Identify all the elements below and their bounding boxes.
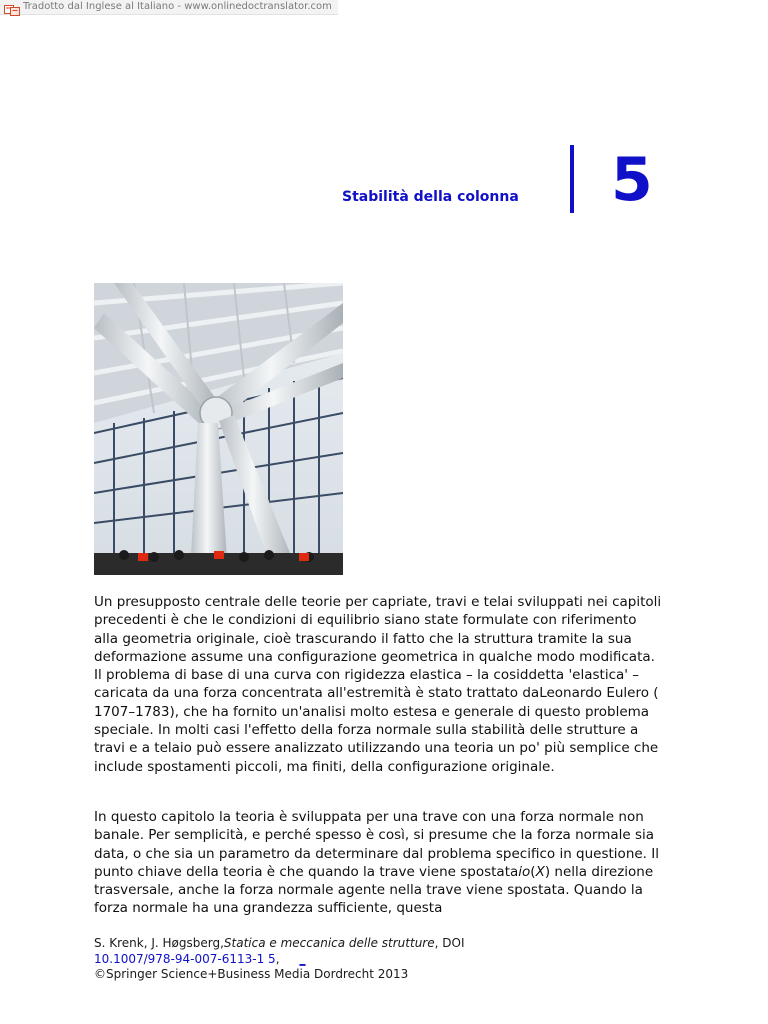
text-span: ) nella direzione bbox=[544, 863, 654, 880]
steel-column-structure-photo bbox=[94, 283, 343, 575]
paragraph-line: trasversale, anche la forza normale agente nella trave viene spostata. Quando la bbox=[94, 882, 643, 899]
chapter-number: 5 bbox=[611, 145, 653, 215]
citation-authors: S. Krenk, J. Høgsberg, bbox=[94, 936, 224, 950]
paragraph-1 bbox=[94, 593, 680, 776]
translator-logo-icon bbox=[4, 1, 20, 12]
paragraph-line: forza normale ha una grandezza sufficiente, questa bbox=[94, 900, 443, 917]
doi-link-underline[interactable]: _ bbox=[299, 951, 306, 966]
chapter-title: Stabilità della colonna bbox=[342, 189, 519, 205]
paragraph-line: alla geometria originale, cioè trascurando il fatto che la struttura tramite la sua bbox=[94, 630, 632, 647]
paragraph-line: include spostamenti piccoli, ma finiti, della configurazione originale. bbox=[94, 758, 555, 775]
paragraph-line: Il problema di base di una curva con rigidezza elastica – la cosiddetta 'elastica' – bbox=[94, 667, 640, 684]
citation-doi-label: , DOI bbox=[434, 936, 465, 950]
chapter-divider bbox=[570, 145, 574, 213]
text-span: punto chiave della teoria è che quando la trave viene spostata bbox=[94, 863, 519, 880]
citation-footer bbox=[94, 936, 464, 983]
paragraph-line: data, o che sia un parametro da determinare dal problema specifico in questione. Il bbox=[94, 845, 659, 862]
text-span: ( bbox=[530, 863, 536, 880]
paragraph-line: 1707–1783), che ha fornito un'analisi molto estesa e generale di questo problema bbox=[94, 703, 650, 720]
math-variable: X bbox=[535, 863, 545, 880]
paragraph-line: Un presupposto centrale delle teorie per capriate, travi e telai sviluppati nei capitoli bbox=[94, 594, 662, 610]
paragraph-line: speciale. In molti casi l'effetto della forza normale sulla stabilità delle strutture a bbox=[94, 722, 639, 739]
copyright-line: ©Springer Science+Business Media Dordrecht 2013 bbox=[94, 967, 409, 981]
doi-line bbox=[94, 952, 464, 968]
citation-line bbox=[94, 936, 464, 952]
paragraph-line: banale. Per semplicità, e perché spesso è così, si presume che la forza normale sia bbox=[94, 827, 655, 844]
citation-book-title: Statica e meccanica delle strutture bbox=[223, 936, 435, 950]
doi-link[interactable]: 10.1007/978-94-007-6113-1 5 bbox=[94, 951, 276, 966]
math-variable: io bbox=[518, 863, 531, 880]
paragraph-line: precedenti è che le condizioni di equilibrio siano state formulate con riferimento bbox=[94, 612, 637, 629]
paragraph-line: caricata da una forza concentrata all'estremità è stato trattato daLeonardo Eulero ( bbox=[94, 685, 659, 702]
doi-suffix: , bbox=[275, 951, 280, 966]
paragraph-line: travi e a telaio può essere analizzato utilizzando una teoria un po' più semplice che bbox=[94, 740, 659, 757]
paragraph-line-with-math bbox=[94, 863, 680, 881]
paragraph-line: In questo capitolo la teoria è sviluppata per una trave con una forza normale non bbox=[94, 809, 644, 825]
paragraph-line: deformazione assume una configurazione geometrica in qualche modo modificata. bbox=[94, 648, 655, 665]
translator-banner[interactable] bbox=[0, 0, 338, 15]
paragraph-2 bbox=[94, 808, 680, 918]
translator-banner-text[interactable]: Tradotto dal Inglese al Italiano - www.onlinedoctranslator.com bbox=[23, 1, 332, 12]
